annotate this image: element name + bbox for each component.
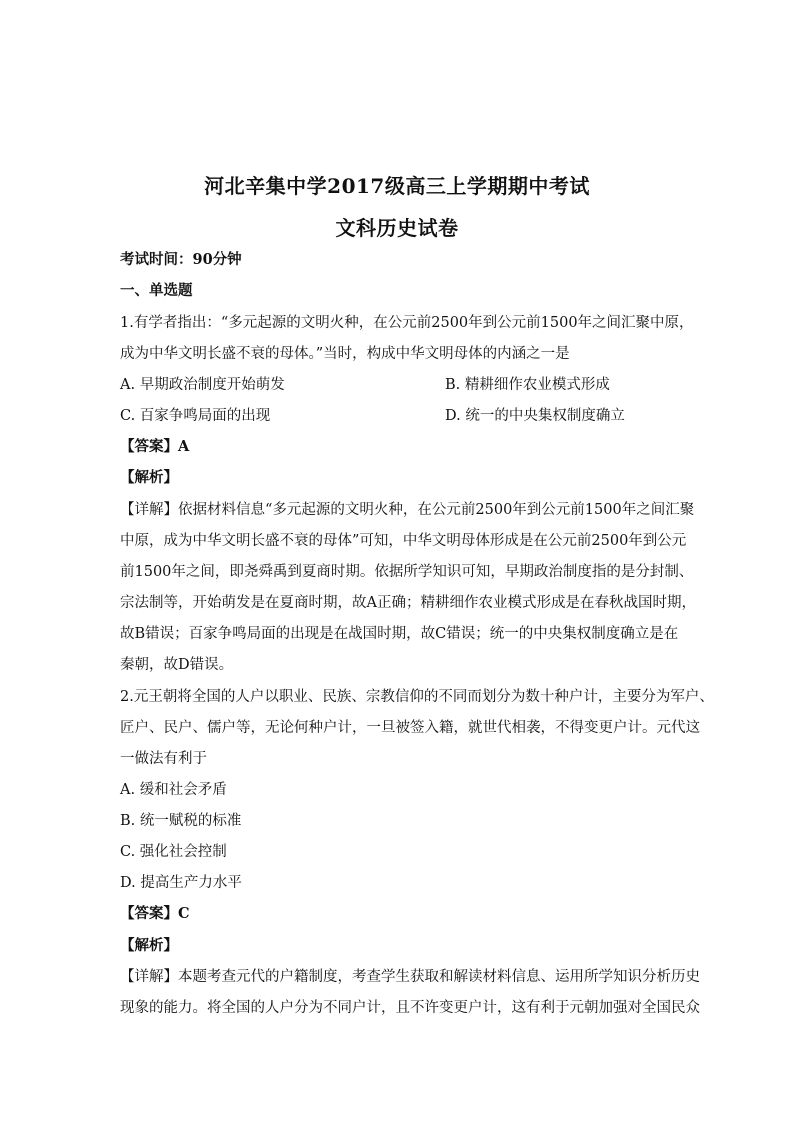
q2-detail-line-1: 【详解】本题考查元代的户籍制度，考查学生获取和解读材料信息、运用所学知识分析历史 (120, 969, 700, 985)
q1-answer: 【答案】A (120, 438, 190, 455)
q1-option-a: A. 早期政治制度开始萌发 (120, 377, 285, 393)
q2-option-c: C. 强化社会控制 (120, 844, 227, 860)
q2-option-a: A. 缓和社会矛盾 (120, 782, 227, 798)
q2-answer: 【答案】C (120, 905, 190, 922)
q2-analysis-label: 【解析】 (120, 937, 178, 954)
q1-option-b: B. 精耕细作农业模式形成 (445, 377, 610, 393)
q2-stem-line-2: 匠户、民户、儒户等，无论何种户计，一旦被签入籍，就世代相袭，不得变更户计。元代这 (120, 720, 700, 736)
q2-option-d: D. 提高生产力水平 (120, 875, 242, 891)
page-title: 河北辛集中学2017级高三上学期期中考试 (204, 174, 590, 198)
q1-detail-line-4: 宗法制等，开始萌发是在夏商时期，故A正确；精耕细作农业模式形成是在春秋战国时期， (120, 595, 696, 611)
exam-time: 考试时间：90分钟 (120, 251, 242, 268)
q1-detail-line-2: 中原，成为中华文明长盛不衰的母体”可知，中华文明母体形成是在公元前2500年到公元 (120, 533, 687, 549)
q2-stem-line-3: 一做法有利于 (120, 751, 207, 767)
q1-analysis-label: 【解析】 (120, 469, 178, 486)
q1-detail-line-6: 秦朝，故D错误。 (120, 657, 234, 673)
q1-detail-line-1: 【详解】依据材料信息“多元起源的文明火种，在公元前2500年到公元前1500年之间汇聚 (120, 502, 695, 518)
q2-stem-line-1: 2.元王朝将全国的人户以职业、民族、宗教信仰的不同而划分为数十种户计，主要分为军户、 (120, 689, 714, 705)
q1-stem-line-2: 成为中华文明长盛不衰的母体。”当时，构成中华文明母体的内涵之一是 (120, 346, 570, 362)
section-heading: 一、单选题 (120, 282, 193, 299)
q1-stem-line-1: 1.有学者指出：“多元起源的文明火种，在公元前2500年到公元前1500年之间汇聚中原， (120, 315, 694, 331)
q2-option-b: B. 统一赋税的标准 (120, 813, 242, 829)
q2-detail-line-2: 现象的能力。将全国的人户分为不同户计，且不许变更户计，这有利于元朝加强对全国民众 (120, 1000, 700, 1016)
q1-detail-line-3: 前1500年之间，即尧舜禹到夏商时期。依据所学知识可知，早期政治制度指的是分封制、 (120, 564, 694, 580)
page-subtitle: 文科历史试卷 (335, 216, 459, 240)
q1-option-d: D. 统一的中央集权制度确立 (445, 408, 625, 424)
q1-option-c: C. 百家争鸣局面的出现 (120, 408, 271, 424)
q1-detail-line-5: 故B错误；百家争鸣局面的出现是在战国时期，故C错误；统一的中央集权制度确立是在 (120, 626, 679, 642)
